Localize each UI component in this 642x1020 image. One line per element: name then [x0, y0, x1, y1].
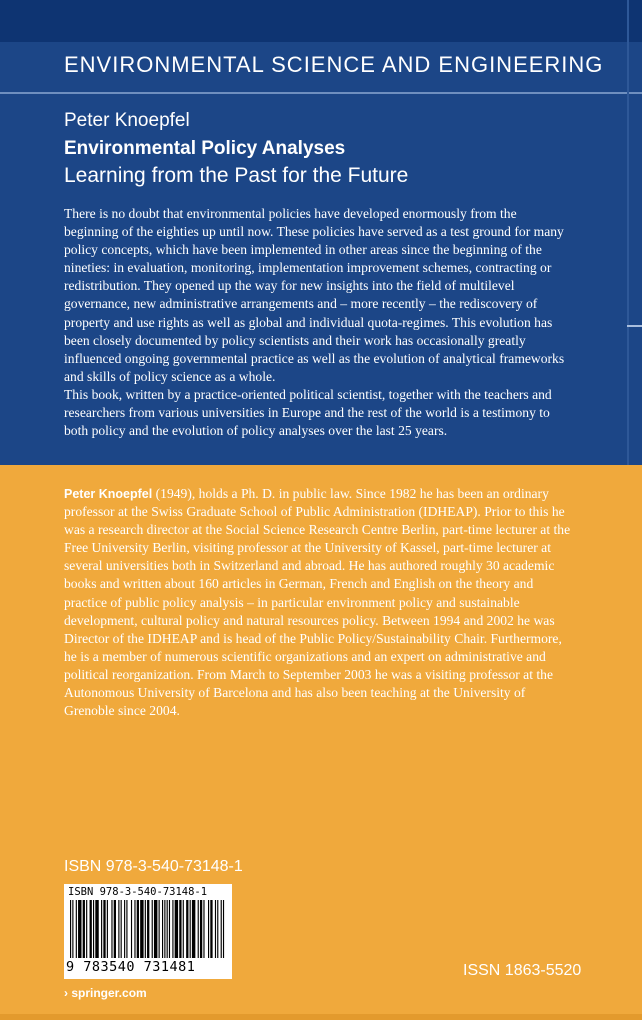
barcode-bar	[152, 900, 153, 958]
barcode-bar	[192, 900, 195, 958]
barcode-bar	[162, 900, 163, 958]
series-divider	[0, 92, 642, 94]
bio-author-name: Peter Knoepfel	[64, 487, 153, 501]
barcode	[64, 884, 232, 979]
barcode-bar	[134, 900, 135, 958]
barcode-bar	[86, 900, 87, 958]
barcode-bar	[217, 900, 218, 958]
barcode-bar	[190, 900, 191, 958]
barcode-bar	[221, 900, 222, 958]
barcode-bar	[137, 900, 139, 958]
barcode-bar	[140, 900, 143, 958]
barcode-bar	[72, 900, 73, 958]
barcode-bar	[215, 900, 216, 958]
barcode-bar	[124, 900, 125, 958]
book-subtitle: Learning from the Past for the Future	[64, 164, 409, 187]
spine-edge	[627, 0, 629, 465]
barcode-bar	[83, 900, 85, 958]
barcode-bar	[175, 900, 178, 958]
barcode-bar	[203, 900, 204, 958]
barcode-bar	[131, 900, 132, 958]
barcode-bar	[101, 900, 102, 958]
barcode-isbn-text: ISBN 978-3-540-73148-1	[68, 886, 208, 898]
barcode-bar	[103, 900, 105, 958]
barcode-bar	[111, 900, 112, 958]
spine-mark	[627, 325, 642, 327]
author-name: Peter Knoepfel	[64, 110, 190, 131]
barcode-bar	[210, 900, 212, 958]
barcode-bar	[147, 900, 149, 958]
barcode-bar	[183, 900, 184, 958]
bottom-edge	[0, 1014, 642, 1020]
barcode-bar	[70, 900, 71, 958]
barcode-bar	[172, 900, 173, 958]
barcode-bar	[76, 900, 77, 958]
barcode-bar	[200, 900, 202, 958]
barcode-bar	[93, 900, 94, 958]
blurb-paragraph-2: This book, written by a practice-oriented political scientist, together with the teachers and researchers from various universities in Europe and the rest of the world is a testimony to both policy and the evolution of policy analyses over the last 25 years.	[64, 386, 552, 439]
barcode-bar	[159, 900, 160, 958]
barcode-bar	[78, 900, 81, 958]
issn-label: ISSN 1863-5520	[463, 962, 582, 979]
top-strip	[0, 0, 642, 42]
barcode-number: 9 783540 731481	[66, 959, 196, 975]
springer-link[interactable]: › springer.com	[64, 986, 147, 1000]
barcode-bar	[198, 900, 199, 958]
barcode-bar	[118, 900, 119, 958]
bio-text: (1949), holds a Ph. D. in public law. Since 1982 he has been an ordinary professor at the Swiss Graduate School of Public Administration (IDHEAP). Prior to this he was a research director at the Social Science Research Centre Berlin, part-time lecturer at the Free University Berlin, visiting professor at the University of Kassel, part-time lecturer at several universities both in Switzerland and abroad. He has authored roughly 30 academic books and written about 160 articles in German, French and English on the theory and practice of public policy analysis – in particular environment policy and sustainable development, cultural policy and natural resources policy. Between 1994 and 2002 he was Director of the IDHEAP and is head of the Public Policy/Sustainability Chair. Furthermore, he is a member of numerous scientific organizations and an expert on administrative and political reorganization. From March to September 2003 he was a visiting professor at the Autonomous University of Barcelona and has also been teaching at the University of Grenoble since 2004.	[64, 486, 571, 719]
barcode-bar	[114, 900, 116, 958]
barcode-bar	[186, 900, 188, 958]
barcode-bar	[90, 900, 92, 958]
barcode-bar	[107, 900, 108, 958]
barcode-bar	[179, 900, 181, 958]
barcode-bars-icon	[70, 900, 226, 960]
barcode-bar	[154, 900, 157, 958]
blurb-paragraph-1: There is no doubt that environmental policies have developed enormously from the beginning of the eighties up until now. These policies have served as a test ground for many policy concepts, which have been implemented in other areas since the beginning of the nineties: in evaluation, monitoring, implementation improvement schemes, contracting or redistribution. They opened up the way for new insights into the field of multilevel governance, new administrative arrangements and – more recently – the rediscovery of property and use rights as well as global and individual quota-regimes. This evolution has been closely documented by policy scientists and their work has occasionally greatly influenced ongoing governmental practice as well as the evolution of analytical frameworks and skills of policy science as a whole.	[64, 206, 565, 384]
barcode-bar	[95, 900, 98, 958]
book-title: Environmental Policy Analyses	[64, 138, 346, 159]
barcode-bar	[167, 900, 168, 958]
author-bio	[64, 485, 574, 720]
book-blurb	[64, 205, 574, 440]
series-title: ENVIRONMENTAL SCIENCE AND ENGINEERING	[64, 52, 604, 77]
barcode-bar	[145, 900, 146, 958]
barcode-bar	[121, 900, 122, 958]
barcode-bar	[126, 900, 127, 958]
barcode-bar	[169, 900, 170, 958]
isbn-label: ISBN 978-3-540-73148-1	[64, 858, 243, 875]
barcode-bar	[164, 900, 165, 958]
barcode-bar	[208, 900, 209, 958]
barcode-bar	[223, 900, 224, 958]
